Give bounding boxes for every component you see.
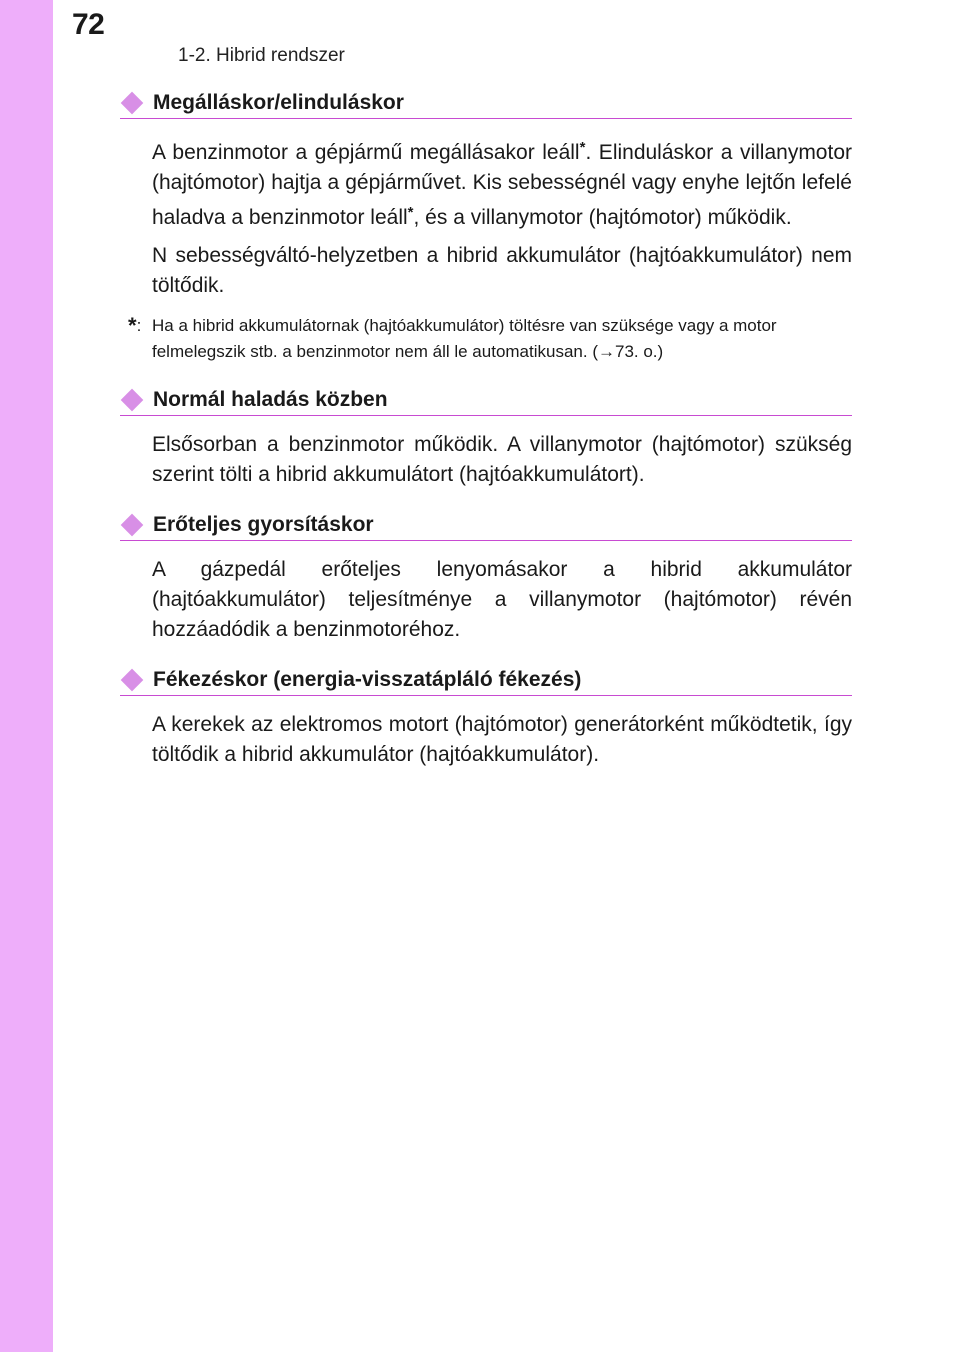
paragraph-text: . Elinduláskor a villanymotor (hajtómotor) hajtja a gépjárművet. Kis sebességnél vagy enyhe lejtőn lefelé haladva a benzinmotor leáll (152, 141, 852, 229)
section-heading (120, 88, 852, 119)
section-heading (120, 510, 852, 541)
diamond-bullet-icon (121, 669, 144, 692)
section-hard-acceleration (120, 510, 852, 645)
page-number: 72 (72, 8, 105, 41)
section-title: Normál haladás közben (153, 388, 388, 411)
paragraph: A gázpedál erőteljes lenyomásakor a hibrid akkumulátor (hajtóakkumulátor) teljesítménye a villanymotor (hajtómotor) révén hozzáadódik a benzinmotoréhoz. (152, 558, 852, 641)
paragraph: A kerekek az elektromos motort (hajtómotor) generátorként működtetik, így töltődik a hibrid akkumulátor (hajtóakkumulátor). (152, 713, 852, 766)
footnote-asterisk: * (128, 313, 137, 338)
side-color-bar (0, 0, 53, 1352)
page-content (120, 88, 852, 770)
section-heading (120, 665, 852, 696)
diamond-bullet-icon (121, 92, 144, 115)
footnote-marker: * (579, 139, 586, 156)
section-title: Megálláskor/elinduláskor (153, 91, 404, 114)
footnote-mark (128, 313, 152, 365)
paragraph: N sebességváltó-helyzetben a hibrid akkumulátor (hajtóakkumulátor) nem töltődik. (152, 244, 852, 297)
section-header: 1-2. Hibrid rendszer (178, 45, 345, 66)
paragraph (152, 133, 852, 233)
footnote-colon: : (136, 316, 142, 335)
footnote (128, 313, 852, 365)
paragraph-text: A benzinmotor a gépjármű megállásakor leáll (152, 141, 580, 164)
section-heading (120, 385, 852, 416)
section-normal-driving (120, 385, 852, 490)
footnote-text: Ha a hibrid akkumulátornak (hajtóakkumulátor) töltésre van szüksége vagy a motor felmelegszik stb. a benzinmotor nem áll le automatikusan. (→73. o.) (152, 316, 777, 361)
paragraph: Elsősorban a benzinmotor működik. A villanymotor (hajtómotor) szükség szerint tölti a hibrid akkumulátort (hajtóakkumulátort). (152, 433, 852, 486)
section-title: Erőteljes gyorsításkor (153, 513, 374, 536)
section-title: Fékezéskor (energia-visszatápláló fékezés) (153, 668, 582, 691)
footnote-marker: * (407, 204, 414, 221)
paragraph-text: , és a villanymotor (hajtómotor) működik. (413, 206, 792, 229)
diamond-bullet-icon (121, 514, 144, 537)
diamond-bullet-icon (121, 389, 144, 412)
section-stopping-starting (120, 88, 852, 365)
section-braking (120, 665, 852, 770)
